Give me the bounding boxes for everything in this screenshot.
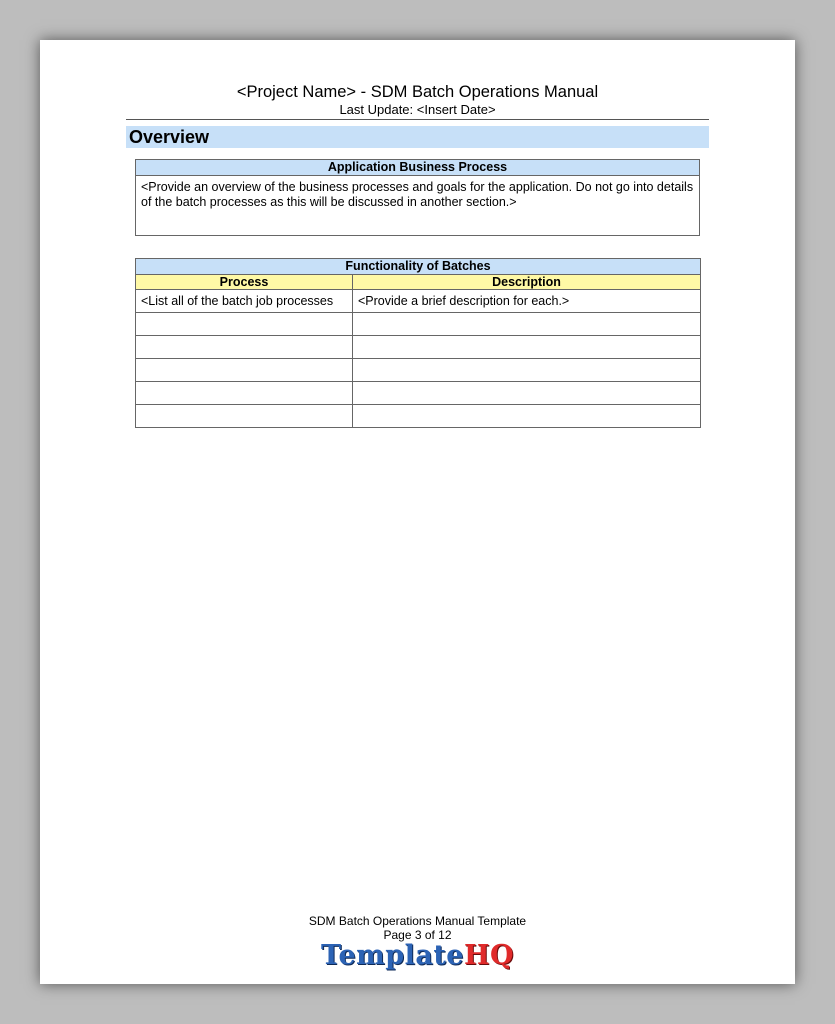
- table-row: [136, 313, 701, 336]
- process-cell: <List all of the batch job processes: [136, 290, 353, 313]
- description-cell: [353, 313, 701, 336]
- process-cell: [136, 336, 353, 359]
- functionality-header: Functionality of Batches: [136, 259, 701, 275]
- business-process-body: <Provide an overview of the business processes and goals for the application. Do not go into details of the batch processes as this will be discussed in another section.>: [136, 176, 700, 236]
- description-cell: [353, 405, 701, 428]
- document-title: <Project Name> - SDM Batch Operations Manual: [236, 83, 599, 101]
- process-cell: [136, 313, 353, 336]
- table-row: [136, 382, 701, 405]
- table-row: [136, 405, 701, 428]
- description-cell: [353, 359, 701, 382]
- functionality-table: [135, 258, 701, 428]
- description-cell: [353, 382, 701, 405]
- description-cell: [353, 336, 701, 359]
- logo-text-template: Template: [320, 940, 464, 971]
- process-cell: [136, 382, 353, 405]
- process-cell: [136, 405, 353, 428]
- table-row: [136, 359, 701, 382]
- section-heading-overview: Overview: [126, 126, 709, 148]
- column-header-description: Description: [353, 275, 701, 290]
- footer-page-number: Page 3 of 12: [383, 928, 452, 942]
- last-update-line: Last Update: <Insert Date>: [339, 102, 496, 117]
- table-row: [136, 336, 701, 359]
- business-process-table: [135, 159, 700, 236]
- table-row: [136, 290, 701, 313]
- column-header-process: Process: [136, 275, 353, 290]
- document-page: [40, 40, 795, 984]
- footer-template-name: SDM Batch Operations Manual Template: [308, 914, 527, 928]
- description-cell: <Provide a brief description for each.>: [353, 290, 701, 313]
- process-cell: [136, 359, 353, 382]
- logo-text-hq: HQ: [464, 940, 515, 971]
- header-divider: [126, 119, 709, 120]
- business-process-header: Application Business Process: [136, 160, 700, 176]
- templatehq-logo: [40, 940, 795, 972]
